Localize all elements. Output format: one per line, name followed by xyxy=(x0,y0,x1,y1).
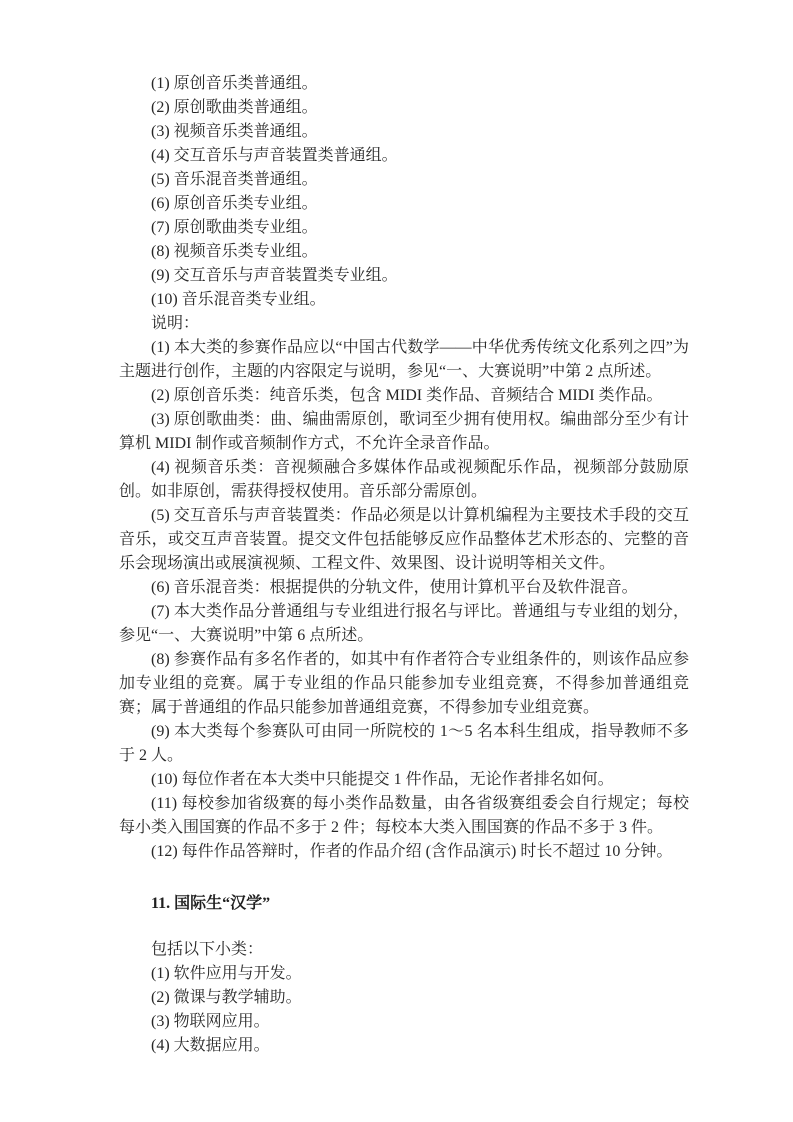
note-paragraph: (12) 每件作品答辩时，作者的作品介绍 (含作品演示) 时长不超过 10 分钟。 xyxy=(151,843,673,860)
subcategory-item: (2) 微课与教学辅助。 xyxy=(151,989,302,1006)
subcategory-item: (4) 大数据应用。 xyxy=(151,1037,270,1054)
category-item: (8) 视频音乐类专业组。 xyxy=(151,243,318,260)
subcategory-item: (3) 物联网应用。 xyxy=(151,1013,270,1030)
note-paragraph: (9) 本大类每个参赛队可由同一所院校的 1～5 名本科生组成，指导教师不多于 2 人。 xyxy=(119,723,689,764)
note-paragraph: (3) 原创歌曲类：曲、编曲需原创，歌词至少拥有使用权。编曲部分至少有计算机 MIDI 制作或音频制作方式，不允许全录音作品。 xyxy=(119,411,689,452)
subcategory-item: (1) 软件应用与开发。 xyxy=(151,965,302,982)
note-paragraph: (4) 视频音乐类：音视频融合多媒体作品或视频配乐作品，视频部分鼓励原创。如非原创，需获得授权使用。音乐部分需原创。 xyxy=(119,459,689,500)
document-content xyxy=(119,72,689,1058)
section-11-heading: 11. 国际生“汉学” xyxy=(151,895,271,912)
notes-label: 说明： xyxy=(151,315,200,332)
category-item: (10) 音乐混音类专业组。 xyxy=(151,291,326,308)
category-item: (7) 原创歌曲类专业组。 xyxy=(151,219,318,236)
note-paragraph: (6) 音乐混音类：根据提供的分轨文件，使用计算机平台及软件混音。 xyxy=(151,579,638,596)
category-item: (3) 视频音乐类普通组。 xyxy=(151,123,318,140)
note-paragraph: (11) 每校参加省级赛的每小类作品数量，由各省级赛组委会自行规定；每校每小类入围国赛的作品不多于 2 件；每校本大类入围国赛的作品不多于 3 件。 xyxy=(119,795,689,836)
section-11-intro: 包括以下小类： xyxy=(151,941,264,958)
category-item: (9) 交互音乐与声音装置类专业组。 xyxy=(151,267,398,284)
category-item: (1) 原创音乐类普通组。 xyxy=(151,75,318,92)
note-paragraph: (2) 原创音乐类：纯音乐类，包含 MIDI 类作品、音频结合 MIDI 类作品。 xyxy=(151,387,663,404)
note-paragraph: (8) 参赛作品有多名作者的，如其中有作者符合专业组条件的，则该作品应参加专业组的竞赛。属于专业组的作品只能参加专业组竞赛，不得参加普通组竞赛；属于普通组的作品只能参加普通组竞赛，不得参加专业组竞赛。 xyxy=(119,651,689,716)
note-paragraph: (5) 交互音乐与声音装置类：作品必须是以计算机编程为主要技术手段的交互音乐，或交互声音装置。提交文件包括能够反应作品整体艺术形态的、完整的音乐会现场演出或展演视频、工程文件、效果图、设计说明等相关文件。 xyxy=(119,507,689,572)
note-paragraph: (1) 本大类的参赛作品应以“中国古代数学——中华优秀传统文化系列之四”为主题进行创作，主题的内容限定与说明，参见“一、大赛说明”中第 2 点所述。 xyxy=(119,339,689,380)
category-item: (6) 原创音乐类专业组。 xyxy=(151,195,318,212)
note-paragraph: (10) 每位作者在本大类中只能提交 1 件作品，无论作者排名如何。 xyxy=(151,771,614,788)
category-item: (2) 原创歌曲类普通组。 xyxy=(151,99,318,116)
category-item: (4) 交互音乐与声音装置类普通组。 xyxy=(151,147,398,164)
note-paragraph: (7) 本大类作品分普通组与专业组进行报名与评比。普通组与专业组的划分，参见“一、大赛说明”中第 6 点所述。 xyxy=(119,603,689,644)
category-item: (5) 音乐混音类普通组。 xyxy=(151,171,318,188)
